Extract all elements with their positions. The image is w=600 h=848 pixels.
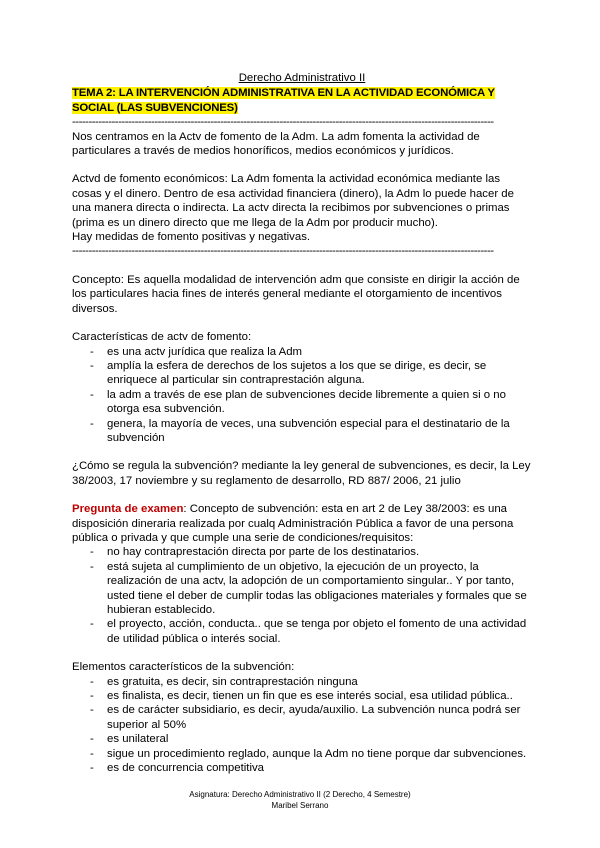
topic-title-block [72, 86, 532, 115]
separator-line: -------------------------------------------------------------------------------------------------------------------------------- [72, 116, 494, 129]
list-item: - la adm a través de ese plan de subvenciones decide libremente a quien si o no otorga esa subvención. [72, 388, 532, 417]
separator-line: -------------------------------------------------------------------------------------------------------------------------------- [72, 245, 494, 258]
list-item: - sigue un procedimiento reglado, aunque la Adm no tiene porque dar subvenciones. [72, 747, 532, 761]
footer-subject: Asignatura: Derecho Administrativo II (2 Derecho, 4 Semestre) [189, 790, 411, 799]
list-item: - genera, la mayoría de veces, una subvención especial para el destinatario de la subvención [72, 417, 532, 446]
list-item: - es de carácter subsidiario, es decir, ayuda/auxilio. La subvención nunca podrá ser superior al 50% [72, 703, 532, 732]
list-item: - es una actv jurídica que realiza la Adm [72, 345, 532, 359]
list-item: - no hay contraprestación directa por parte de los destinatarios. [72, 545, 532, 559]
exam-question-text: : Concepto de subvención: esta en art 2 de Ley 38/2003: es una disposición dineraria realizada por cualq Administración Pública a favor de una persona pública o privada y que cumple una serie de condiciones/requisitos: [72, 503, 514, 544]
exam-question-label: Pregunta de examen [72, 503, 184, 516]
document-page [72, 71, 532, 775]
list-item: - el proyecto, acción, conducta.. que se tenga por objeto el fomento de una actividad de utilidad pública o interés social. [72, 617, 532, 646]
footer-author: Maribel Serrano [271, 801, 329, 810]
list-item: - está sujeta al cumplimiento de un objetivo, la ejecución de un proyecto, la realización de una actv, la adopción de un comportamiento singular.. Y por tanto, usted tiene el deber de cumplir todas las obligaciones materiales y formales que se hubieran establecido. [72, 560, 532, 618]
caracteristicas-list [72, 345, 532, 446]
caracteristicas-heading: Características de actv de fomento: [72, 331, 252, 344]
list-item: - amplía la esfera de derechos de los sujetos a los que se dirige, es decir, se enriquece al particular sin contraprestación alguna. [72, 359, 532, 388]
elementos-list [72, 675, 532, 776]
list-item: - es de concurrencia competitiva [72, 761, 532, 775]
concepto-paragraph: Concepto: Es aquella modalidad de intervención adm que consiste en dirigir la acción de los particulares hacia fines de interés general mediante el otorgamiento de incentivos diversos. [72, 273, 520, 315]
fomento-paragraph: Actvd de fomento económicos: La Adm fomenta la actividad económica mediante las cosas y el dinero. Dentro de esa actividad financiera (dinero), la Adm lo puede hacer de una manera directa o indirecta. La actv directa la recibimos por subvenciones o primas (prima es un dinero directo que me llega de la Adm por producir mucho). [72, 173, 514, 229]
fomento-measures: Hay medidas de fomento positivas y negativas. [72, 231, 311, 244]
list-item: - es gratuita, es decir, sin contraprestación ninguna [72, 675, 532, 689]
list-item: - es finalista, es decir, tienen un fin que es ese interés social, esa utilidad pública.. [72, 689, 532, 703]
topic-title: TEMA 2: LA INTERVENCIÓN ADMINISTRATIVA EN LA ACTIVIDAD ECONÓMICA Y SOCIAL (LAS SUBVENCIONES) [72, 87, 495, 114]
elementos-heading: Elementos característicos de la subvención: [72, 661, 295, 674]
page-footer [0, 789, 600, 811]
intro-paragraph: Nos centramos en la Actv de fomento de la Adm. La adm fomenta la actividad de particulares a través de medios honoríficos, medios económicos y jurídicos. [72, 130, 480, 158]
list-item: - es unilateral [72, 732, 532, 746]
requisitos-list [72, 545, 532, 646]
regulacion-paragraph: ¿Cómo se regula la subvención? mediante la ley general de subvenciones, es decir, la Ley 38/2003, 17 noviembre y su reglamento de desarrollo, RD 887/ 2006, 21 julio [72, 460, 531, 487]
document-header: Derecho Administrativo II [238, 72, 366, 84]
pregunta-paragraph [72, 502, 532, 545]
